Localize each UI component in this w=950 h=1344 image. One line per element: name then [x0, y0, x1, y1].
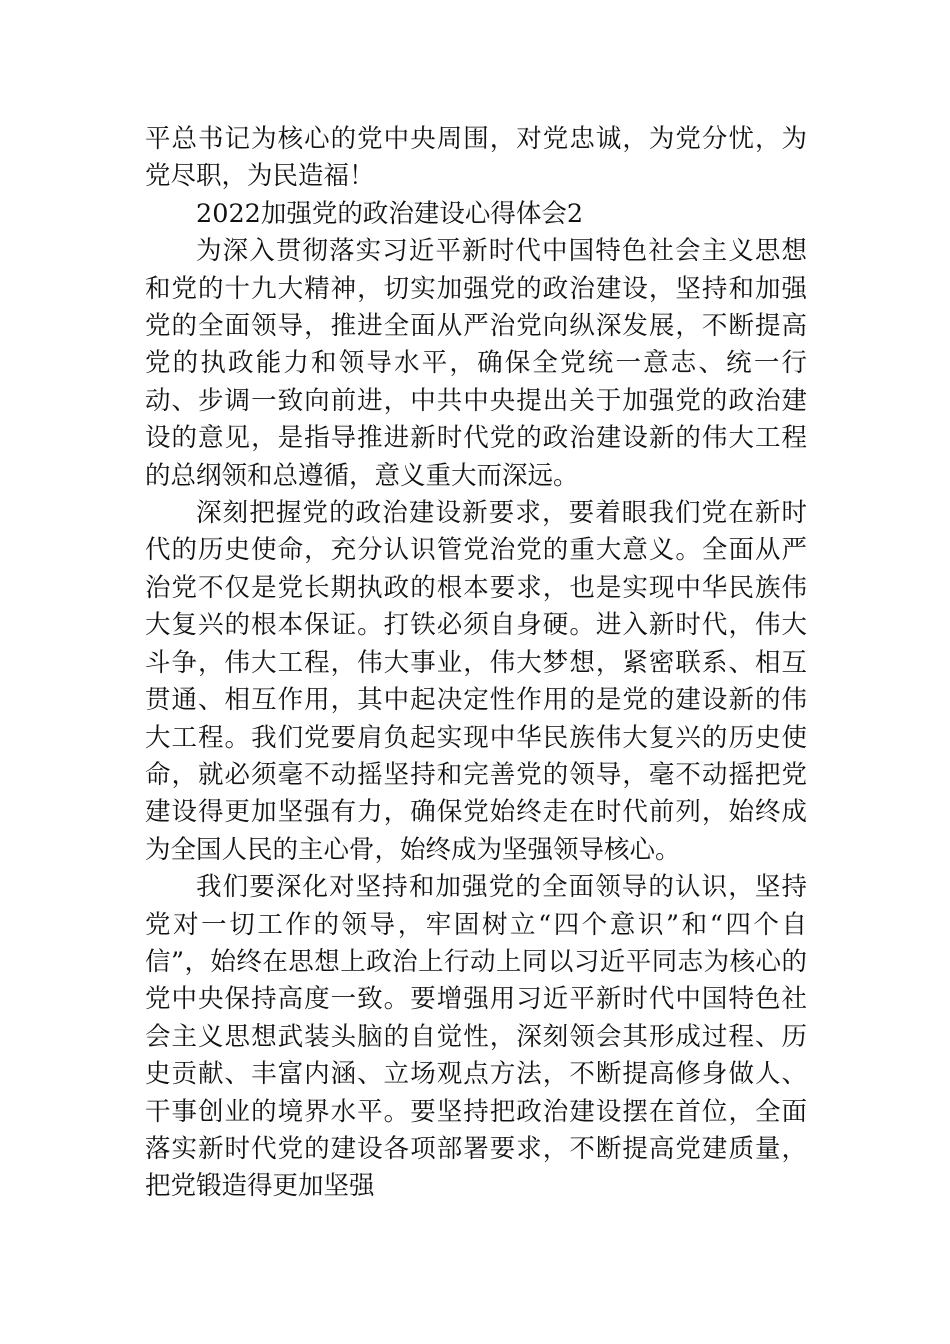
body-paragraph-3: 我们要深化对坚持和加强党的全面领导的认识，坚持党对一切工作的领导，牢固树立“四个意识”和“四个自信”，始终在思想上政治上行动上同以习近平同志为核心的党中央保持高度一致。要增强用习近平新时代中国特色社会主义思想武装头脑的自觉性，深刻领会其形成过程、历史贡献、丰富内涵、立场观点方法，不断提高修身做人、干事创业的境界水平。要坚持把政治建设摆在首位，全面落实新时代党的建设各项部署要求，不断提高党建质量，把党锻造得更加坚强 — [145, 872, 807, 1202]
body-paragraph-1: 为深入贯彻落实习近平新时代中国特色社会主义思想和党的十九大精神，切实加强党的政治建设，坚持和加强党的全面领导，推进全面从严治党向纵深发展，不断提高党的执政能力和领导水平，确保全党统一意志、统一行动、步调一致向前进，中共中央提出关于加强党的政治建设的意见，是指导推进新时代党的政治建设新的伟大工程的总纲领和总遵循，意义重大而深远。 — [145, 236, 807, 491]
continuation-paragraph: 平总书记为核心的党中央周围，对党忠诚，为党分忧，为党尽职，为民造福！ — [145, 124, 807, 192]
body-paragraph-2: 深刻把握党的政治建设新要求，要着眼我们党在新时代的历史使命，充分认识管党治党的重大意义。全面从严治党不仅是党长期执政的根本要求，也是实现中华民族伟大复兴的根本保证。打铁必须自身硬。进入新时代，伟大斗争，伟大工程，伟大事业，伟大梦想，紧密联系、相互贯通、相互作用，其中起决定性作用的是党的建设新的伟大工程。我们党要肩负起实现中华民族伟大复兴的历史使命，就必须毫不动摇坚持和完善党的领导，毫不动摇把党建设得更加坚强有力，确保党始终走在时代前列，始终成为全国人民的主心骨，始终成为坚强领导核心。 — [145, 498, 807, 865]
section-heading: 2022加强党的政治建设心得体会2 — [196, 198, 584, 229]
document-body — [145, 121, 807, 1206]
